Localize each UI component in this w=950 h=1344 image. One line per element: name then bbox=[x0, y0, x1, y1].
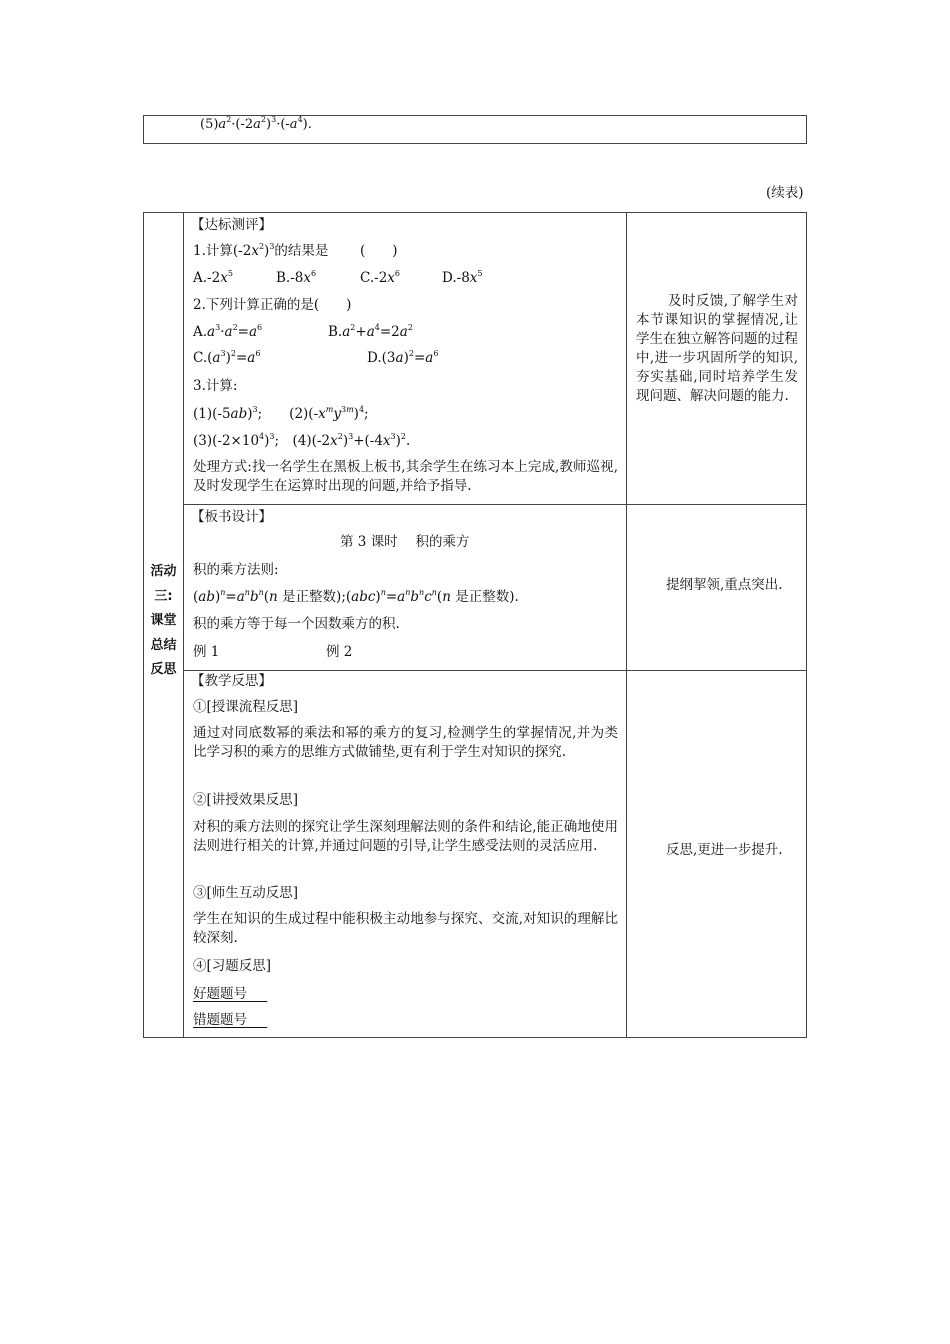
q2-option-c: $C.(a^3)^2=a^6$ bbox=[193, 349, 261, 366]
q2-option-d: $D.(3a)^2=a^6$ bbox=[367, 349, 439, 366]
example-2: 例 2 bbox=[326, 644, 353, 660]
q1: 1.计算$(-2x^2)^3$的结果是 bbox=[193, 242, 329, 259]
side-label: 活动 三: 课堂 总结 反思 bbox=[150, 564, 177, 677]
row1-heading: 【达标测评】 bbox=[191, 217, 272, 233]
row2-right: 提纲挈领,重点突出. bbox=[666, 577, 783, 593]
example-1: 例 1 bbox=[193, 644, 220, 660]
bad-problems: 错题题号 bbox=[193, 1012, 247, 1028]
good-problems: 好题题号 bbox=[193, 986, 247, 1002]
s1-text: 通过对同底数幂的乘法和幂的乘方的复习,检测学生的掌握情况,并为类比学习积的乘方的思维方式做铺垫,更有利于学生对知识的探究. bbox=[193, 725, 618, 760]
top-item-5: $(5)a^2\cdot(-2a^2)^3\cdot(-a^4)$. bbox=[200, 115, 312, 132]
row3-heading: 【教学反思】 bbox=[191, 673, 272, 689]
s3-text: 学生在知识的生成过程中能积极主动地参与探究、交流,对知识的理解比较深刻. bbox=[193, 911, 618, 946]
q2-option-a: $A.a^3\cdot a^2=a^6$ bbox=[193, 323, 263, 340]
q3-items-1: $(1)(-5ab)^3$; $(2)(-x^my^{3m})^4$; bbox=[193, 405, 369, 422]
s2-title: ②[讲授效果反思] bbox=[193, 792, 299, 808]
s3-title: ③[师生互动反思] bbox=[193, 885, 299, 901]
s2-text: 对积的乘方法则的探究让学生深刻理解法则的条件和结论,能正确地使用法则进行相关的计算,并通过问题的引导,让学生感受法则的灵活应用. bbox=[193, 819, 618, 854]
s1-title: ①[授课流程反思] bbox=[193, 699, 299, 715]
row-line-1 bbox=[183, 504, 807, 505]
continued-label: (续表) bbox=[766, 185, 804, 201]
q1-option-c: $C.-2x^6$ bbox=[360, 269, 401, 286]
s4-title: ④[习题反思] bbox=[193, 958, 272, 974]
q1-option-a: $A.-2x^5$ bbox=[193, 269, 233, 286]
row2-heading: 【板书设计】 bbox=[191, 509, 272, 525]
q1-option-d: $D.-8x^5$ bbox=[442, 269, 483, 286]
board-title: 第 3 课时 积的乘方 bbox=[340, 534, 470, 550]
row3-right: 反思,更进一步提升. bbox=[666, 842, 783, 858]
q1-paren: ( ) bbox=[360, 243, 398, 259]
q1-option-b: $B.-8x^6$ bbox=[276, 269, 317, 286]
row-line-2 bbox=[183, 670, 807, 671]
rule-label: 积的乘方法则: bbox=[193, 562, 279, 578]
rule-words: 积的乘方等于每一个因数乘方的积. bbox=[193, 616, 400, 632]
col-line-2 bbox=[626, 212, 627, 1038]
q2-option-b: $B.a^2+a^4=2a^2$ bbox=[328, 323, 413, 340]
q3-items-2: $(3)(-2\times 10^4)^3$; $(4)(-2x^2)^3+(-4x^3)^2$. bbox=[193, 432, 411, 449]
q3: 3.计算: bbox=[193, 378, 238, 394]
rule-formula: $(ab)^n=a^nb^n(n$ 是正整数)$;(abc)^n=a^nb^nc^n(n$ 是正整数). bbox=[193, 588, 519, 605]
row1-right: 及时反馈,了解学生对本节课知识的掌握情况,让学生在独立解答问题的过程中,进一步巩固所学的知识,夯实基础,同时培养学生发现问题、解决问题的能力. bbox=[636, 293, 798, 404]
q2: 2.下列计算正确的是( ) bbox=[193, 297, 352, 313]
process-text: 处理方式:找一名学生在黑板上板书,其余学生在练习本上完成,教师巡视,及时发现学生在运算时出现的问题,并给予指导. bbox=[193, 459, 618, 494]
